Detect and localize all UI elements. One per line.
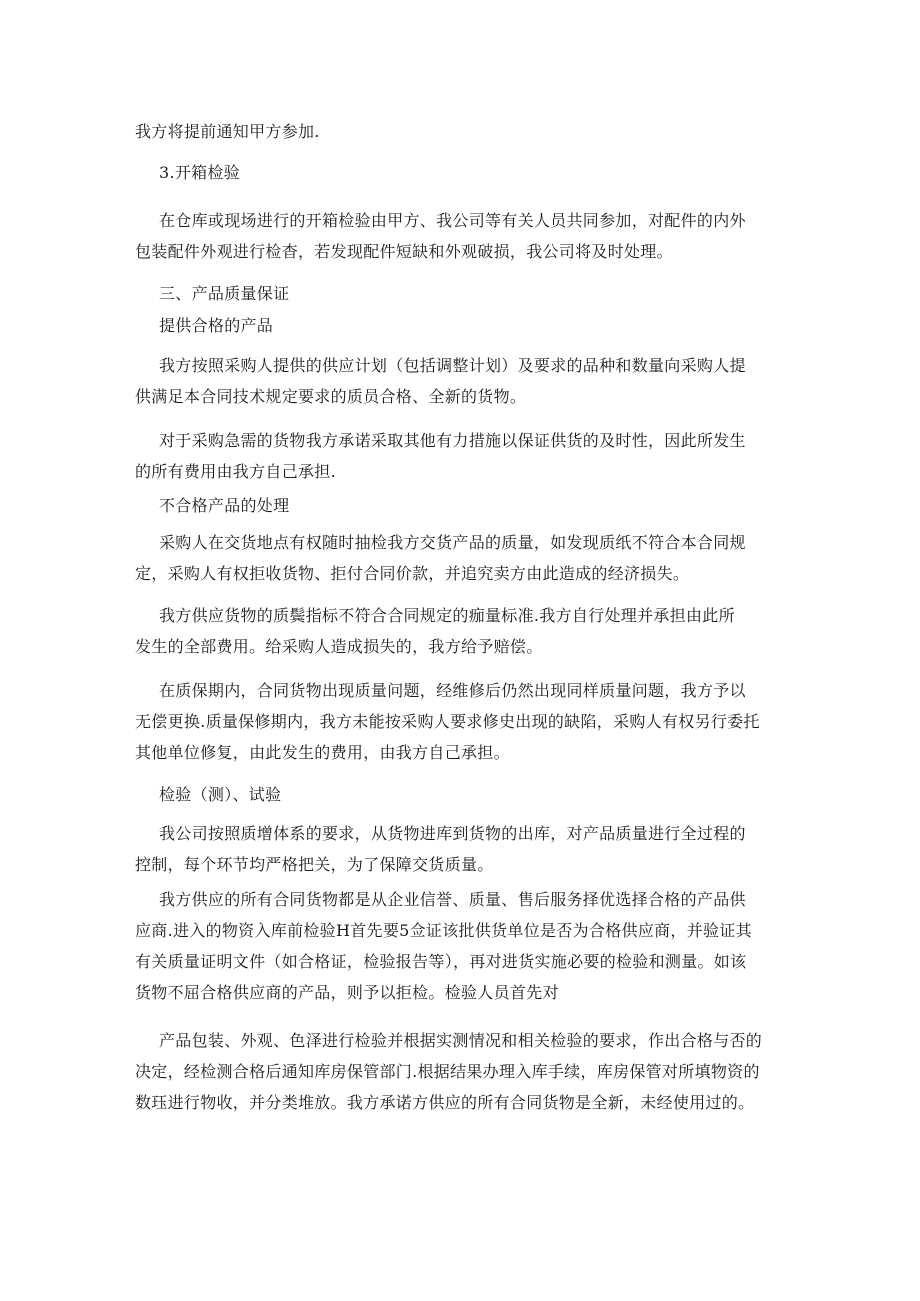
text-line: 货物不屈合格供应商的产品，则予以拒检。检验人员首先对 bbox=[135, 983, 559, 1002]
text-line: 我方将提前通知甲方参加. bbox=[135, 122, 320, 141]
text-line: 产品包装、外观、色泽进行检验并根据实测情况和相关检验的要求，作出合格与否的 bbox=[159, 1031, 763, 1050]
text-line: 提供合格的产品 bbox=[159, 316, 274, 335]
text-line: 发生的全部费用。给采购人造成损失的，我方给予赔偿。 bbox=[135, 637, 543, 656]
text-line: 在仓库或现场进行的开箱检验由甲方、我公司等有关人员共同参加，对配件的内外 bbox=[159, 211, 746, 230]
paragraph-unboxing bbox=[135, 205, 785, 267]
text-line: 我公司按照质增体系的要求，从货物进库到货物的出库，对产品质量进行全过程的 bbox=[159, 824, 746, 843]
text-line: 无偿更换.质量保修期内，我方未能按采购人要求修史出现的缺陷，采购人有权另行委托 bbox=[135, 712, 760, 731]
paragraph-packaging-check bbox=[135, 1025, 785, 1118]
text-line: 其他单位修复，由此发生的费用，由我方自己承担。 bbox=[135, 743, 510, 762]
heading-quality-assurance bbox=[135, 278, 785, 309]
paragraph-warranty bbox=[135, 675, 785, 768]
text-line: 控制，每个环节均严格把关，为了保障交货质量。 bbox=[135, 855, 494, 874]
paragraph-quality-system bbox=[135, 818, 785, 880]
heading-qualified-products bbox=[135, 310, 785, 341]
heading-inspection-test bbox=[135, 779, 785, 810]
paragraph-urgent-goods bbox=[135, 425, 785, 487]
text-line: 数珏进行物收，并分类堆放。我方承诺方供应的所有合同货物是全新，未经使用过的。 bbox=[135, 1093, 755, 1112]
paragraph-1 bbox=[135, 116, 785, 147]
heading-unboxing-inspection bbox=[135, 157, 785, 188]
text-line: 决定，经检测合格后通知库房保管部门.根据结果办理入库手续，库房保管对所填物资的 bbox=[135, 1062, 760, 1081]
text-line: 的所有费用由我方自己承担. bbox=[135, 462, 336, 481]
text-line: 我方按照采购人提供的供应计划（包括调整计划）及要求的品种和数量向采购人提 bbox=[159, 356, 746, 375]
paragraph-quality-index bbox=[135, 600, 785, 662]
text-line: 有关质量证明文件（如合格证，检验报告等），再对进货实施必要的检验和测量。如该 bbox=[135, 952, 747, 971]
text-line: 不合格产品的处理 bbox=[159, 496, 290, 515]
text-line: 我方供应的所有合同货物都是从企业信誉、质量、售后服务择优选择合格的产品供 bbox=[159, 890, 746, 909]
text-line: 我方供应货物的质鬓指标不符合合同规定的痂量标准.我方自行处理并承担由此所 bbox=[159, 606, 735, 625]
text-line: 定，采购人有权拒收货物、拒付合同价款，并追究卖方由此造成的经济损失。 bbox=[135, 564, 690, 583]
text-line: 供满足本合同技术规定要求的质员合格、全新的货物。 bbox=[135, 387, 527, 406]
text-line: 对于采购急需的货物我方承诺采取其他有力措施以保证供货的及时性，因此所发生 bbox=[159, 431, 746, 450]
text-line: 应商.进入的物资入库前检验H首先要5佥证该批供货单位是否为合格供应商，并验证其 bbox=[135, 921, 752, 940]
text-line: 在质保期内，合同货物出现质量问题，经维修后仍然出现同样质量问题，我方予以 bbox=[159, 681, 746, 700]
paragraph-supplier-selection bbox=[135, 884, 785, 1008]
heading-nonconforming bbox=[135, 490, 785, 521]
text-line: 三、产品质量保证 bbox=[159, 284, 290, 303]
paragraph-spot-check bbox=[135, 527, 785, 589]
text-line: 检验（测）、试验 bbox=[159, 785, 282, 804]
paragraph-supply-plan bbox=[135, 350, 785, 412]
text-line: 采购人在交货地点有权随时抽检我方交货产品的质量，如发现质纸不符合本合同规 bbox=[159, 533, 746, 552]
text-line: 3.开箱检验 bbox=[159, 163, 241, 182]
text-line: 包装配件外观进行检杳，若发现配件短缺和外观破损，我公司将及时处理。 bbox=[135, 242, 673, 261]
